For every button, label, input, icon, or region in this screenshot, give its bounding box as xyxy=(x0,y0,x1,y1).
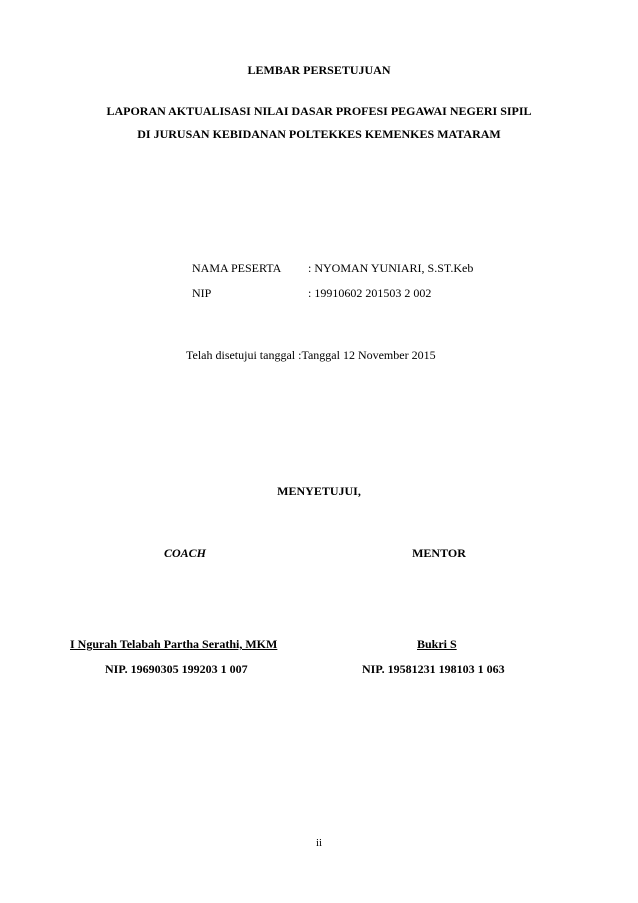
approval-heading: MENYETUJUI, xyxy=(277,484,361,498)
participant-nip-value: : 19910602 201503 2 002 xyxy=(308,286,432,300)
approval-date: Telah disetujui tanggal :Tanggal 12 November 2015 xyxy=(186,348,436,362)
participant-name-value: : NYOMAN YUNIARI, S.ST.Keb xyxy=(308,261,474,275)
participant-name-label: NAMA PESERTA xyxy=(192,261,282,275)
coach-nip: NIP. 19690305 199203 1 007 xyxy=(105,662,248,676)
coach-role: COACH xyxy=(163,546,206,560)
coach-name: I Ngurah Telabah Partha Serathi, MKM xyxy=(70,637,278,651)
page-number: ii xyxy=(315,837,323,849)
mentor-name: Bukri S xyxy=(417,637,457,651)
mentor-nip: NIP. 19581231 198103 1 063 xyxy=(362,662,505,676)
report-title-line-1: LAPORAN AKTUALISASI NILAI DASAR PROFESI PEGAWAI NEGERI SIPIL xyxy=(106,104,532,118)
mentor-role: MENTOR xyxy=(412,546,466,560)
participant-nip-label: NIP xyxy=(192,286,212,300)
document-title: LEMBAR PERSETUJUAN xyxy=(247,63,391,77)
report-title-line-2: DI JURUSAN KEBIDANAN POLTEKKES KEMENKES MATARAM xyxy=(137,127,501,141)
